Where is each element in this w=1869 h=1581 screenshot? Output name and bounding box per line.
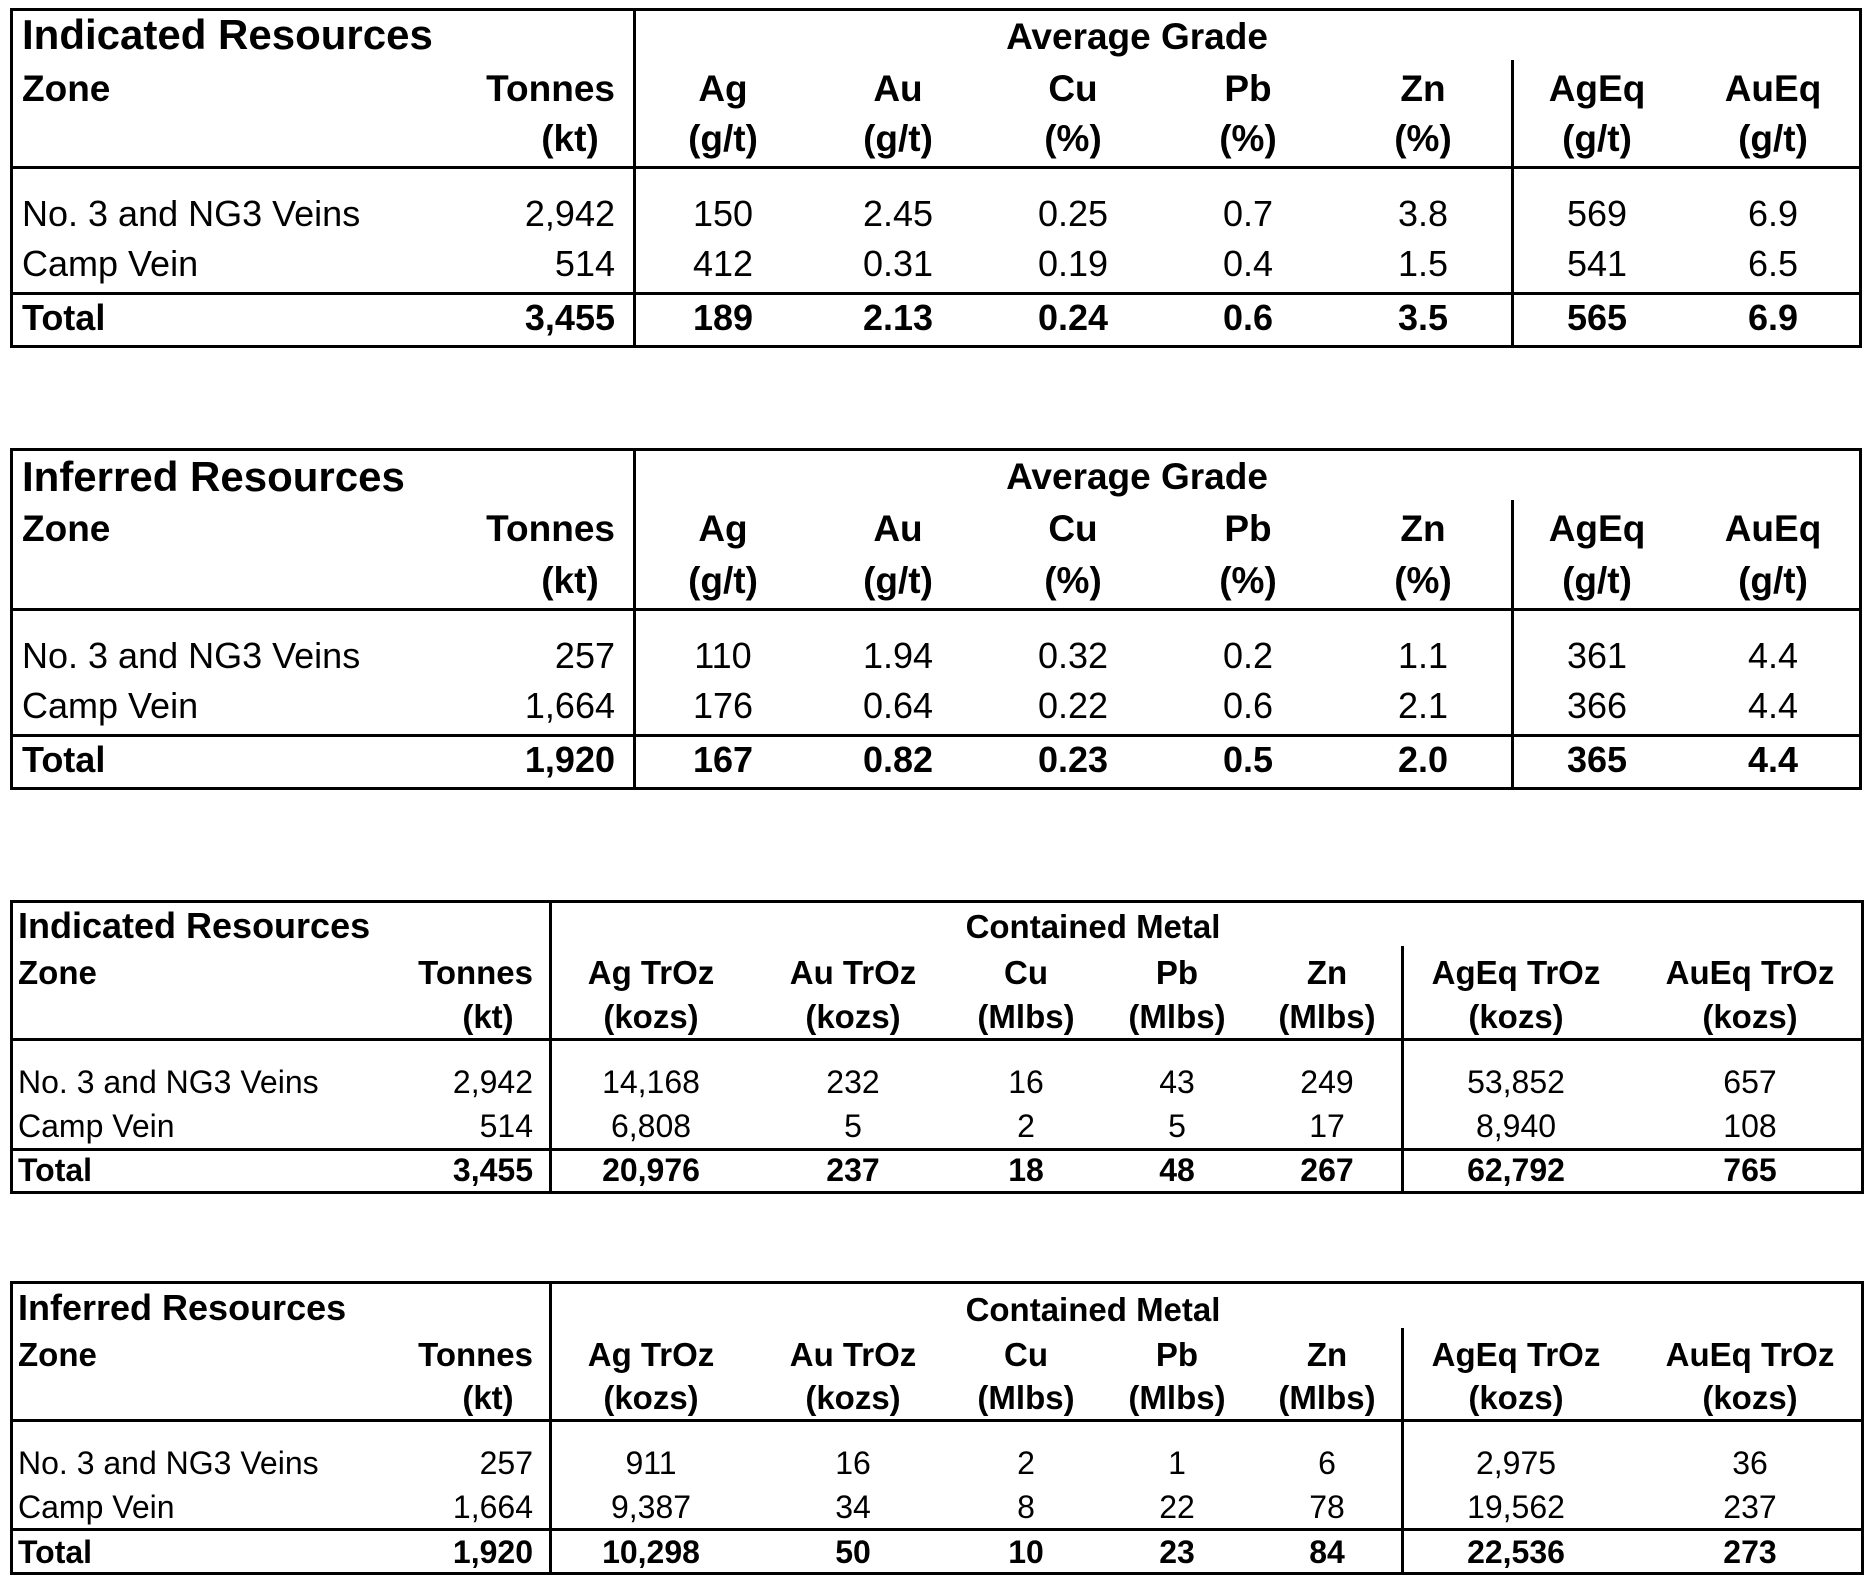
zone-header: Zone	[18, 954, 97, 991]
column-header-top: Cu	[1004, 1336, 1048, 1373]
table-cell: 17	[1309, 1108, 1345, 1144]
total-cell: 18	[1008, 1152, 1044, 1188]
column-header-top: AgEq TrOz	[1431, 1336, 1601, 1373]
table-cell: 2,942	[452, 1064, 533, 1100]
table-cell: 4.4	[1747, 685, 1799, 726]
column-header-unit: (g/t)	[1738, 118, 1808, 159]
column-header-top: Pb	[1224, 68, 1272, 109]
column-header-unit: (kt)	[462, 998, 514, 1035]
table-cell: 0.4	[1222, 243, 1274, 284]
column-header-top: Cu	[1004, 954, 1048, 991]
column-header-top: Ag TrOz	[587, 1336, 715, 1373]
column-header-unit: (g/t)	[863, 118, 933, 159]
table-cell: 514	[554, 243, 615, 284]
zone-name: No. 3 and NG3 Veins	[22, 635, 361, 676]
total-divider	[10, 734, 1862, 737]
column-header-top: Pb	[1224, 508, 1272, 549]
column-header-top: Ag	[698, 68, 748, 109]
group-header: Average Grade	[1006, 456, 1268, 497]
total-label: Total	[22, 739, 106, 780]
table-cell: 541	[1566, 243, 1628, 284]
zone-name: No. 3 and NG3 Veins	[18, 1445, 319, 1481]
column-header-top: Ag	[698, 508, 748, 549]
table-cell: 0.25	[1037, 193, 1109, 234]
column-header-unit: (kt)	[541, 560, 599, 601]
total-cell: 1,920	[524, 739, 615, 780]
table-cell: 0.22	[1037, 685, 1109, 726]
column-header-unit: (Mlbs)	[1128, 998, 1226, 1035]
table-cell: 78	[1309, 1489, 1345, 1525]
table-cell: 6	[1318, 1445, 1336, 1481]
column-header-unit: (g/t)	[1562, 560, 1632, 601]
column-header-unit: (kozs)	[1702, 1379, 1798, 1416]
table-cell: 34	[835, 1489, 871, 1525]
total-cell: 167	[692, 739, 754, 780]
total-cell: 273	[1723, 1534, 1777, 1570]
table-cell: 1.5	[1397, 243, 1449, 284]
total-cell: 2.0	[1397, 739, 1449, 780]
table-cell: 0.31	[862, 243, 934, 284]
table-cell: 1.94	[862, 635, 934, 676]
zone-name: Camp Vein	[22, 685, 199, 726]
column-header-top: AuEq	[1724, 508, 1822, 549]
column-header-unit: (kozs)	[603, 1379, 699, 1416]
table-cell: 1	[1168, 1445, 1186, 1481]
column-header-unit: (Mlbs)	[977, 1379, 1075, 1416]
total-label: Total	[18, 1534, 93, 1570]
table-title: Inferred Resources	[18, 1287, 347, 1328]
column-header-top: Au TrOz	[789, 954, 917, 991]
column-header-unit: (g/t)	[1562, 118, 1632, 159]
column-header-unit: (kozs)	[1468, 998, 1564, 1035]
total-cell: 267	[1300, 1152, 1354, 1188]
table-title: Inferred Resources	[22, 453, 405, 500]
table-cell: 366	[1566, 685, 1628, 726]
table-cell: 2,975	[1475, 1445, 1557, 1481]
column-header-unit: (%)	[1219, 560, 1277, 601]
table-cell: 9,387	[610, 1489, 692, 1525]
table-cell: 0.32	[1037, 635, 1109, 676]
column-header-top: Ag TrOz	[587, 954, 715, 991]
table-cell: 1,664	[452, 1489, 533, 1525]
zone-name: Camp Vein	[22, 243, 199, 284]
table-cell: 6.9	[1747, 193, 1799, 234]
table-cell: 14,168	[602, 1064, 700, 1100]
zone-header: Zone	[18, 1336, 97, 1373]
column-header-top: Tonnes	[486, 508, 615, 549]
column-header-top: AgEq	[1548, 508, 1646, 549]
column-header-unit: (Mlbs)	[1278, 998, 1376, 1035]
column-header-top: Cu	[1048, 508, 1098, 549]
column-header-top: AuEq TrOz	[1665, 1336, 1835, 1373]
total-cell: 10	[1008, 1534, 1044, 1570]
column-header-top: Cu	[1048, 68, 1098, 109]
column-header-unit: (kozs)	[805, 998, 901, 1035]
table-cell: 1,664	[524, 685, 615, 726]
table-cell: 6,808	[610, 1108, 692, 1144]
group-header: Contained Metal	[965, 1291, 1221, 1328]
column-divider	[1511, 500, 1514, 790]
table-title: Indicated Resources	[22, 11, 433, 58]
total-label: Total	[18, 1152, 93, 1188]
column-header-unit: (kozs)	[1468, 1379, 1564, 1416]
table-cell: 22	[1159, 1489, 1195, 1525]
header-divider	[10, 166, 1862, 169]
table-cell: 2	[1017, 1108, 1035, 1144]
table-cell: 2.1	[1397, 685, 1449, 726]
table-cell: 0.64	[862, 685, 934, 726]
column-divider	[1511, 60, 1514, 348]
table-cell: 110	[694, 635, 752, 676]
total-cell: 3,455	[524, 297, 615, 338]
table-cell: 36	[1732, 1445, 1768, 1481]
table-cell: 2	[1017, 1445, 1035, 1481]
zone-name: Camp Vein	[18, 1489, 175, 1525]
total-cell: 365	[1566, 739, 1628, 780]
header-divider	[10, 1419, 1864, 1422]
column-divider	[633, 448, 636, 790]
table-cell: 53,852	[1467, 1064, 1565, 1100]
column-header-top: Pb	[1155, 1336, 1199, 1373]
column-header-top: Zn	[1306, 954, 1348, 991]
zone-name: No. 3 and NG3 Veins	[18, 1064, 319, 1100]
table-cell: 911	[625, 1445, 677, 1481]
table-title: Indicated Resources	[18, 905, 371, 946]
table-cell: 108	[1723, 1108, 1777, 1144]
table-cell: 3.8	[1397, 193, 1449, 234]
total-divider	[10, 1148, 1864, 1151]
column-header-top: Pb	[1155, 954, 1199, 991]
column-header-unit: (%)	[1394, 118, 1452, 159]
total-cell: 2.13	[862, 297, 934, 338]
column-header-top: Zn	[1400, 508, 1446, 549]
total-cell: 20,976	[602, 1152, 700, 1188]
table-cell: 514	[479, 1108, 533, 1144]
column-header-unit: (Mlbs)	[1128, 1379, 1226, 1416]
table-cell: 19,562	[1467, 1489, 1565, 1525]
column-header-top: Zn	[1306, 1336, 1348, 1373]
table-cell: 657	[1723, 1064, 1777, 1100]
table-cell: 361	[1566, 635, 1628, 676]
total-cell: 1,920	[452, 1534, 533, 1570]
table-cell: 2,942	[524, 193, 615, 234]
table-cell: 150	[692, 193, 754, 234]
zone-header: Zone	[22, 68, 111, 109]
total-cell: 3.5	[1397, 297, 1449, 338]
table-cell: 4.4	[1747, 635, 1799, 676]
table-cell: 232	[826, 1064, 880, 1100]
column-header-unit: (g/t)	[1738, 560, 1808, 601]
table-cell: 237	[1723, 1489, 1777, 1525]
total-cell: 84	[1309, 1534, 1345, 1570]
total-cell: 0.24	[1037, 297, 1109, 338]
total-cell: 189	[692, 297, 754, 338]
table-cell: 257	[479, 1445, 533, 1481]
column-divider	[1401, 946, 1404, 1194]
column-header-top: Au	[873, 68, 923, 109]
group-header: Average Grade	[1006, 16, 1268, 57]
zone-header: Zone	[22, 508, 111, 549]
column-header-top: AgEq	[1548, 68, 1646, 109]
total-cell: 62,792	[1467, 1152, 1565, 1188]
group-header: Contained Metal	[965, 908, 1221, 945]
table-cell: 0.19	[1037, 243, 1109, 284]
total-cell: 10,298	[602, 1534, 700, 1570]
table-cell: 1.1	[1397, 635, 1449, 676]
table-cell: 569	[1566, 193, 1628, 234]
header-divider	[10, 608, 1862, 611]
column-header-unit: (g/t)	[688, 118, 758, 159]
table-cell: 2.45	[862, 193, 934, 234]
total-divider	[10, 1528, 1864, 1531]
column-header-top: Au	[873, 508, 923, 549]
column-header-unit: (g/t)	[688, 560, 758, 601]
column-header-top: Tonnes	[418, 1336, 533, 1373]
column-header-unit: (kozs)	[603, 998, 699, 1035]
table-cell: 16	[1008, 1064, 1044, 1100]
header-divider	[10, 1038, 1864, 1041]
column-header-top: Zn	[1400, 68, 1446, 109]
total-cell: 0.5	[1222, 739, 1274, 780]
table-cell: 6.5	[1747, 243, 1799, 284]
table-cell: 176	[692, 685, 754, 726]
zone-name: No. 3 and NG3 Veins	[22, 193, 361, 234]
table-cell: 0.6	[1222, 685, 1274, 726]
column-header-top: AuEq	[1724, 68, 1822, 109]
column-header-unit: (Mlbs)	[1278, 1379, 1376, 1416]
total-divider	[10, 292, 1862, 295]
column-header-unit: (%)	[1219, 118, 1277, 159]
table-cell: 5	[844, 1108, 862, 1144]
total-cell: 4.4	[1747, 739, 1799, 780]
column-header-unit: (kozs)	[805, 1379, 901, 1416]
total-cell: 0.23	[1037, 739, 1109, 780]
column-header-top: AgEq TrOz	[1431, 954, 1601, 991]
total-cell: 0.6	[1222, 297, 1274, 338]
column-divider	[633, 8, 636, 348]
column-header-unit: (kt)	[541, 118, 599, 159]
total-cell: 237	[826, 1152, 880, 1188]
table-cell: 249	[1300, 1064, 1354, 1100]
total-cell: 765	[1723, 1152, 1777, 1188]
total-cell: 565	[1566, 297, 1628, 338]
table-cell: 5	[1168, 1108, 1186, 1144]
table-cell: 8,940	[1475, 1108, 1557, 1144]
column-header-unit: (kt)	[462, 1379, 514, 1416]
column-header-top: Tonnes	[418, 954, 533, 991]
table-cell: 8	[1017, 1489, 1035, 1525]
total-cell: 22,536	[1467, 1534, 1565, 1570]
column-header-unit: (g/t)	[863, 560, 933, 601]
table-cell: 43	[1159, 1064, 1195, 1100]
table-cell: 0.2	[1222, 635, 1274, 676]
total-cell: 3,455	[452, 1152, 533, 1188]
column-header-top: Au TrOz	[789, 1336, 917, 1373]
total-cell: 50	[835, 1534, 871, 1570]
column-header-top: AuEq TrOz	[1665, 954, 1835, 991]
zone-name: Camp Vein	[18, 1108, 175, 1144]
table-cell: 412	[692, 243, 754, 284]
total-cell: 48	[1159, 1152, 1195, 1188]
table-cell: 16	[835, 1445, 871, 1481]
total-cell: 6.9	[1747, 297, 1799, 338]
column-header-unit: (kozs)	[1702, 998, 1798, 1035]
total-cell: 23	[1159, 1534, 1195, 1570]
table-cell: 257	[554, 635, 615, 676]
table-cell: 0.7	[1222, 193, 1274, 234]
total-cell: 0.82	[862, 739, 934, 780]
column-header-top: Tonnes	[486, 68, 615, 109]
column-divider	[1401, 1328, 1404, 1575]
total-label: Total	[22, 297, 106, 338]
column-header-unit: (%)	[1394, 560, 1452, 601]
column-header-unit: (%)	[1044, 118, 1102, 159]
column-header-unit: (Mlbs)	[977, 998, 1075, 1035]
column-header-unit: (%)	[1044, 560, 1102, 601]
